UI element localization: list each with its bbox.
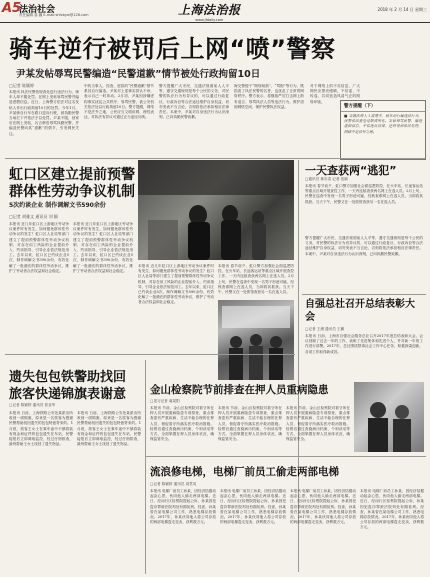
lead-body-col4: 海交警便于“网络暗箭”，“骂街”等行为，既损害了执法民警的名誉，也扰乱了正常的网络秩序。警方表示，将继续严厉打击网上散布谣言、辱骂执法人员等违法行为，维护清朗网络空间，保护民警执法权益。 (234, 84, 304, 109)
story-a-headline-2: 群体性劳动争议机制 (9, 184, 135, 200)
story-f-body-col2: 本报讯 电梯厂前员工孙某，因经济拮据动起歪心思，伙同他人偷走两部电梯。近日，经闵行区检察院提起公诉，孙某因犯盗窃罪被法院判处有期徒刑。经查，孙某曾在某电梯公司工作，熟悉电梯存放情况。2017年，孙某伙同他人将公司存放的两部电梯盗走变卖，获利数万元。 (220, 489, 286, 525)
center-photo-figures (138, 160, 294, 260)
story-b-body-cont: 警方提醒广大市民，交通法规面前人人平等，遵守交通规则是每个公民的义务，对民警的执法行为有异议的，可以通过行政复议、行政诉讼等合法途径维护自身权益，切勿发表不当言论，否则将依法承担相应法律责任。本案中，尹某对自身违法行为认识深刻，已向执勤民警致歉。 (305, 236, 423, 256)
story-b-byline: □通讯员 林宗清 记者 范颖 (305, 177, 348, 181)
page-badge: A5 (2, 1, 22, 16)
story-b-headline: 一天查获两“逃犯” (305, 164, 397, 177)
lead-subhead: 尹某发帖辱骂民警编造“民警道歉”情节被处行政拘留10日 (16, 69, 261, 80)
story-b-body: 本报讯 春节前夕，虹口警方加强社会面巡逻防控，在火车站、长途客运站等重点区域开展查控工作，一天内连续查获两名网上在逃人员。2月上旬，民警在巡查中发现一名男子形迹可疑，经核查系网上在逃人员，当即将其抓获。当天下午，民警又在一处旅馆查获另一名在逃人员。 (305, 184, 423, 204)
section-name: 法治社会 (19, 5, 56, 15)
story-a-subhead: 5次约谈企业 制作调解文书590余份 (9, 202, 106, 209)
left-column-rule (145, 360, 146, 574)
story-e-byline: □见习记者 虞杲阳 (150, 399, 180, 403)
sidebar-quote-header: 警方提醒（下） (341, 101, 425, 112)
masthead-rule (0, 22, 430, 23)
lead-body-col1: 本报讯 执法民警依规查处逆行违法行为，骑车人却不服处罚，在网上发帖辱骂民警并编造虚假信息。近日，上海警方依法对这名发帖人作出行政拘留10日的处罚。今年1月，尹某骑自行车在路口逆向行驶，被执勤民警当场拦下并依法予以处罚。尹某不服，回家后在网上发帖，污言秽语辱骂执勤民警，并编造民警向其“道歉”的情节，引发网民关注。 (9, 90, 79, 136)
logo-text: 上海法治报 (178, 3, 241, 17)
photo2-figures (354, 382, 424, 452)
story-a-headline-1: 虹口区建立提前预警 (9, 167, 135, 183)
story-d-body: 本报讯 日前，上海市自强社会服务总社召开2017年度总结表彰大会。会议回顾了过去一年的工作，表彰了先进集体和先进个人，并对新一年的工作进行部署。2017年，总社围绕禁毒社会工作中心任务，积极探索创新，各项工作取得新成效。 (305, 334, 423, 354)
logo (178, 1, 241, 22)
story-a-body-col2: 本报讯 近几年虹口区上游地区劳动争议案件时有发生，如何避免群体性劳动争议的发生？虹口区人社局等部门建立了提前预警群体性劳动争议机制，对存在用工风险的企业提前介入、约谈指导，引导企业依法规范用工。去年以来，虹口区已约谈企业5次，制作调解文书590余份，有效化解了一批潜在的群体性劳动争议，维护了劳动者合法权益和社会稳定。 (73, 222, 133, 273)
mid-left-rule (5, 354, 295, 355)
bottom-story-rule (146, 456, 426, 457)
lead-body-col5: 对于网络上的不实信息，广大网民应擦亮眼睛，不信谣、不传谣，共同营造风清气正的网络环境。 (310, 84, 360, 104)
lead-headline: 骑车逆行被罚后上网“喷”警察 (9, 35, 336, 63)
story-b-bottom-rule (302, 294, 426, 295)
story-f-body-col1: 本报讯 电梯厂前员工孙某，因经济拮据动起歪心思，伙同他人偷走两部电梯。近日，经闵行区检察院提起公诉，孙某因犯盗窃罪被法院判处有期徒刑。经查，孙某曾在某电梯公司工作，熟悉电梯存放情况。2017年，孙某伙同他人将公司存放的两部电梯盗走变卖，获利数万元。 (150, 489, 216, 525)
story-d-photo (218, 300, 294, 380)
center-body-col2: 本报讯 春节前夕，虹口警方加强社会面巡逻防控，在火车站、长途客运站等重点区域开展查控工作，一天内连续查获两名网上在逃人员。2月上旬，民警在巡查中发现一名男子形迹可疑，经核查系网上在逃人员，当即将其抓获。当天下午，民警又在一处旅馆查获另一名在逃人员。 (218, 264, 294, 295)
lead-body-col2: 中的当事人，经查，虚拟的“民警道歉”情节系其自行编造。尹某对上述事实供认不讳，表示自己一时冲动。2月初，尹某因涉嫌虚构事实扰乱公共秩序、辱骂民警，被公安机关依法处以行政拘留10日。警方提醒，网络不是法外之地，公民应当文明用网、理性表达，对执法有异议可通过正当途径反映。 (84, 84, 154, 120)
sidebar-quote-box (340, 100, 426, 160)
lead-body-col3: 警方提醒广大市民，交通法规面前人人平等，遵守交通规则是每个公民的义务，对民警的执法行为有异议的，可以通过行政复议、行政诉讼等合法途径维护自身权益，切勿发表不当言论，否则将依法承担相应法律责任。本案中，尹某对自身违法行为认识深刻，已向执勤民警致歉。 (159, 84, 229, 120)
center-body-col1: 本报讯 近几年虹口区上游地区劳动争议案件时有发生，如何避免群体性劳动争议的发生？虹口区人社局等部门建立了提前预警群体性劳动争议机制，对存在用工风险的企业提前介入、约谈指导，引导企业依法规范用工。去年以来，虹口区已约谈企业5次，制作调解文书590余份，有效化解了一批潜在的群体性劳动争议，维护了劳动者合法权益和社会稳定。 (138, 264, 214, 305)
website: www.jfdaily.com (195, 18, 224, 22)
story-a-byline: □记者 胡雅文 通讯员 刘 颖 (9, 214, 58, 219)
sidebar-quote-text: ■ 交通法规人人需遵守，骑车逆行属违法行为，民警依法查处是职责所在。发帖辱骂民警、编造虚假信息，不仅违反法律，还将受到依法处理，网络不是法外之地。 (344, 114, 422, 134)
lead-byline: □记者 陈颖婷 (9, 83, 35, 88)
story-f-body-col3: 本报讯 电梯厂前员工孙某，因经济拮据动起歪心思，伙同他人偷走两部电梯。近日，经闵行区检察院提起公诉，孙某因犯盗窃罪被法院判处有期徒刑。经查，孙某曾在某电梯公司工作，熟悉电梯存放情况。2017年，孙某伙同他人将公司存放的两部电梯盗走变卖，获利数万元。 (290, 489, 356, 525)
date-line: 2018 年 2 月 14 日 星期三 (377, 7, 427, 12)
story-e-body-col1: 本报讯 节前，金山区检察院对看守所在押人员开展重病隐患专项排查，重点排查患有严重疾病、生活不能自理的在押人员，督促看守所落实医疗救治措施。检察官通过查阅病历档案、个别谈话等方式，全面掌握在押人员身体状况，确保监管安全。 (150, 406, 214, 442)
story-f-byline: □记者 陈颖婷 通讯员 周君英 (150, 482, 197, 486)
story-d-headline-text: 自强总社召开总结表彰大会 (305, 299, 415, 323)
story-c-body-col2: 本报讯 日前，上海铁路公安处某派出所收到一面锦旗，原来是一名旅客为感谢民警帮助找回遗失的包包特意寄来的。1月底，旅客王女士在乘车途中不慎将装有现金和证件的包包遗失在车站，民警接报后立即调取监控，经过仔细排查，最终帮助王女士找回了遗失物品。 (77, 411, 141, 447)
story-e-body-col3: 本报讯 节前，金山区检察院对看守所在押人员开展重病隐患专项排查，重点排查患有严重疾病、生活不能自理的在押人员，督促看守所落实医疗救治措施。检察官通过查阅病历档案、个别谈话等方式，全面掌握在押人员身体状况，确保监管安全。 (286, 406, 350, 442)
story-c-byline: □记者 陈颖婷 通讯员 张亚军 (9, 403, 56, 407)
story-f-body-col4: 本报讯 电梯厂前员工孙某，因经济拮据动起歪心思，伙同他人偷走两部电梯。近日，经闵行区检察院提起公诉，孙某因犯盗窃罪被法院判处有期徒刑。经查，孙某曾在某电梯公司工作，熟悉电梯存放情况。2017年，孙某伙同他人将公司存放的两部电梯盗走变卖，获利数万元。 (360, 489, 424, 530)
story-a-body-col1: 本报讯 近几年虹口区上游地区劳动争议案件时有发生，如何避免群体性劳动争议的发生？虹口区人社局等部门建立了提前预警群体性劳动争议机制，对存在用工风险的企业提前介入、约谈指导，引导企业依法规范用工。去年以来，虹口区已约谈企业5次，制作调解文书590余份，有效化解了一批潜在的群体性劳动争议，维护了劳动者合法权益和社会稳定。 (9, 222, 69, 273)
story-c-body-col1: 本报讯 日前，上海铁路公安处某派出所收到一面锦旗，原来是一名旅客为感谢民警帮助找回遗失的包包特意寄来的。1月底，旅客王女士在乘车途中不慎将装有现金和证件的包包遗失在车站，民警接报后立即调取监控，经过仔细排查，最终帮助王女士找回了遗失物品。 (9, 411, 73, 447)
story-e-headline: 金山检察院节前排查在押人员重病隐患 (150, 384, 329, 396)
story-f-headline: 流浪修电梯，电梯厂前员工偷走两部电梯 (150, 466, 339, 478)
editor-line: 责任编辑 慕 巍 E-mail:shfzbyw@126.com (19, 13, 89, 17)
story-d-byline: □记者 王湧 通讯员 王鹏 (305, 327, 345, 331)
lead-bottom-rule (5, 158, 425, 159)
story-c-headline-2: 旅客快递锦旗表谢意 (9, 387, 127, 402)
masthead (0, 0, 430, 22)
story-c-headline-1: 遗失包包铁警助找回 (9, 370, 127, 385)
story-d-headline (305, 298, 423, 324)
story-d-photo-figures (218, 300, 294, 380)
center-photo (138, 160, 294, 260)
story-e-body-col2: 本报讯 节前，金山区检察院对看守所在押人员开展重病隐患专项排查，重点排查患有严重疾病、生活不能自理的在押人员，督促看守所落实医疗救治措施。检察官通过查阅病历档案、个别谈话等方式，全面掌握在押人员身体状况，确保监管安全。 (218, 406, 282, 442)
photo2 (354, 382, 424, 452)
